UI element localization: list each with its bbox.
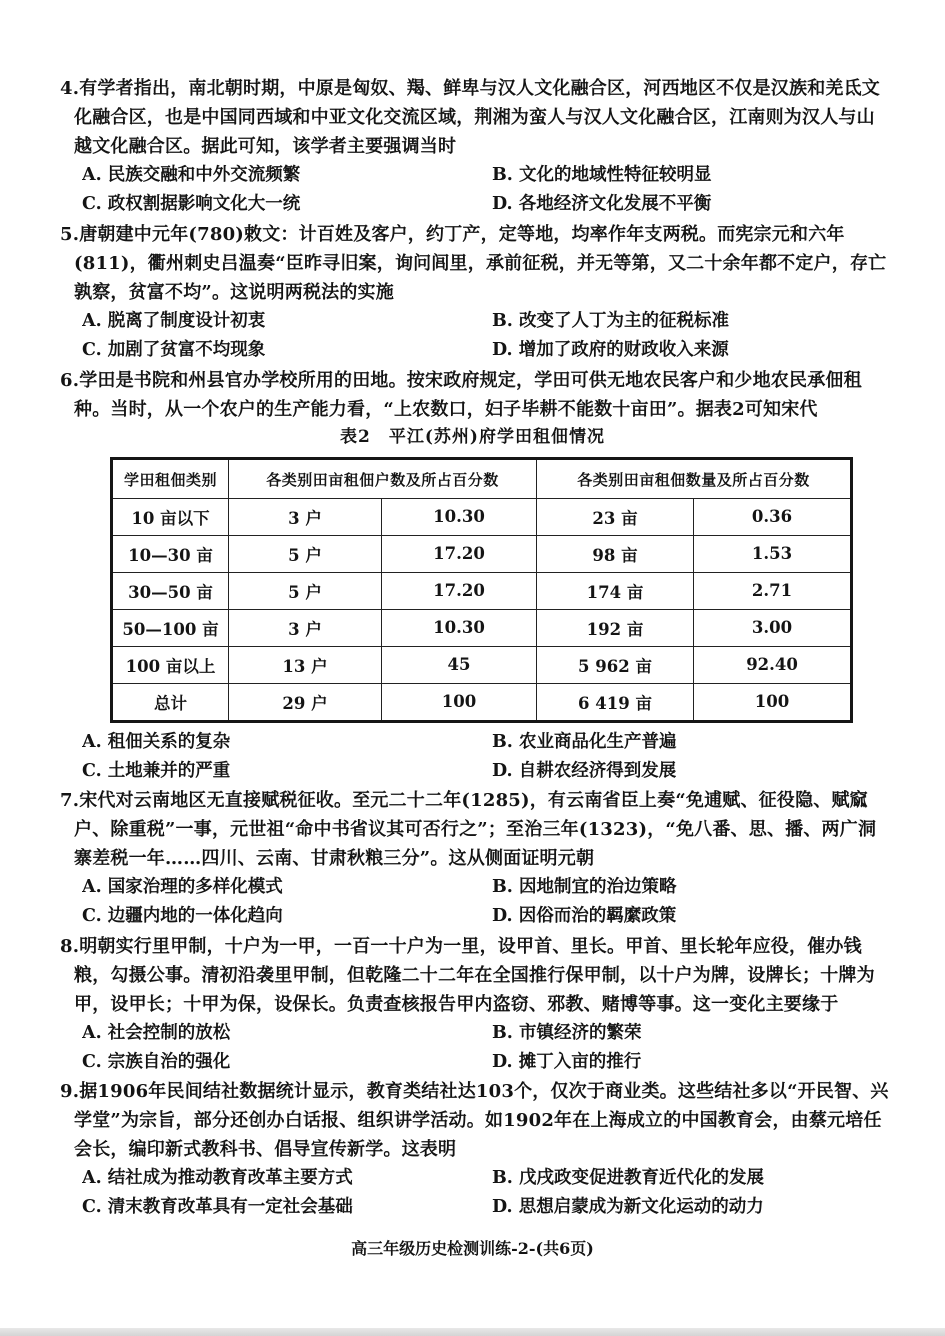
options xyxy=(82,1019,892,1077)
option-a[interactable]: A. 租佃关系的复杂 xyxy=(82,732,231,752)
scan-edge xyxy=(0,1328,945,1336)
table-row: 50—100 亩 3 户 10.30 192 亩 3.00 xyxy=(112,609,852,646)
question-5 xyxy=(60,220,892,365)
option-a[interactable]: A. 脱离了制度设计初衷 xyxy=(82,311,266,331)
question-stem: 学田是书院和州县官办学校所用的田地。按宋政府规定，学田可供无地农民客户和少地农民承佃租种。当时，从一个农户的生产能力看，“上农数口，妇子毕耕不能数十亩田”。据表2可知宋代 xyxy=(74,370,862,420)
options xyxy=(82,873,892,931)
header-acreage: 各类别田亩租佃数量及所占百分数 xyxy=(537,459,852,499)
option-c[interactable]: C. 边疆内地的一体化趋向 xyxy=(82,906,283,926)
option-c[interactable]: C. 加剧了贫富不均现象 xyxy=(82,340,266,360)
option-a[interactable]: A. 国家治理的多样化模式 xyxy=(82,877,283,897)
options xyxy=(82,161,892,219)
question-stem: 宋代对云南地区无直接赋税征收。至元二十二年(1285)，有云南省臣上奏“免逋赋、征役隐、赋窳户、除重税”一事，元世祖“命中书省议其可否行之”；至治三年(1323)，“免八番、思、播、两广洞寨差税一年……四川、云南、甘肃秋粮三分”。这从侧面证明元朝 xyxy=(74,790,877,869)
option-b[interactable]: B. 因地制宜的治边策略 xyxy=(492,877,677,897)
options xyxy=(82,1164,892,1222)
option-d[interactable]: D. 因俗而治的羁縻政策 xyxy=(492,906,677,926)
options xyxy=(82,307,892,365)
table-row: 100 亩以上 13 户 45 5 962 亩 92.40 xyxy=(112,646,852,683)
option-c[interactable]: C. 政权割据影响文化大一统 xyxy=(82,194,301,214)
table-row: 30—50 亩 5 户 17.20 174 亩 2.71 xyxy=(112,572,852,609)
option-b[interactable]: B. 戊戌政变促进教育近代化的发展 xyxy=(492,1168,764,1188)
option-b[interactable]: B. 文化的地域性特征较明显 xyxy=(492,165,712,185)
option-a[interactable]: A. 社会控制的放松 xyxy=(82,1023,231,1043)
table-caption: 表2 平江(苏州)府学田租佃情况 xyxy=(340,427,605,447)
option-d[interactable]: D. 各地经济文化发展不平衡 xyxy=(492,194,712,214)
option-b[interactable]: B. 改变了人丁为主的征税标准 xyxy=(492,311,729,331)
question-stem: 唐朝建中元年(780)敕文：计百姓及客户，约丁产，定等地，均率作年支两税。而宪宗元和六年(811)，衢州刺史吕温奏“臣昨寻旧案，询问闾里，承前征税，并无等第，又二十余年都不定户，存亡孰察，贫富不均”。这说明两税法的实施 xyxy=(74,224,887,303)
question-stem: 明朝实行里甲制，十户为一甲，一百一十户为一里，设甲首、里长。甲首、里长轮年应役，催办钱粮，勾摄公事。清初沿袭里甲制，但乾隆二十二年在全国推行保甲制，以十户为牌，设牌长；十牌为甲，设甲长；十甲为保，设保长。负责查核报告甲内盗窃、邪教、赌博等事。这一变化主要缘于 xyxy=(74,936,875,1015)
option-b[interactable]: B. 农业商品化生产普遍 xyxy=(492,732,677,752)
option-d[interactable]: D. 增加了政府的财政收入来源 xyxy=(492,340,729,360)
table-header-row xyxy=(112,459,852,499)
data-table xyxy=(110,457,853,723)
question-4 xyxy=(60,74,892,219)
option-d[interactable]: D. 自耕农经济得到发展 xyxy=(492,761,677,781)
question-number: 7. xyxy=(60,790,80,811)
option-a[interactable]: A. 结社成为推动教育改革主要方式 xyxy=(82,1168,353,1188)
question-8 xyxy=(60,932,892,1077)
header-households: 各类别田亩租佃户数及所占百分数 xyxy=(229,459,537,499)
question-stem: 有学者指出，南北朝时期，中原是匈奴、羯、鲜卑与汉人文化融合区，河西地区不仅是汉族和羌氐文化融合区，也是中国同西域和中亚文化交流区域，荆湘为蛮人与汉人文化融合区，江南则为汉人与山越文化融合区。据此可知，该学者主要强调当时 xyxy=(74,78,880,157)
option-a[interactable]: A. 民族交融和中外交流频繁 xyxy=(82,165,301,185)
option-c[interactable]: C. 宗族自治的强化 xyxy=(82,1052,231,1072)
question-9 xyxy=(60,1077,892,1222)
option-b[interactable]: B. 市镇经济的繁荣 xyxy=(492,1023,642,1043)
page-footer: 高三年级历史检测训练-2-(共6页) xyxy=(351,1239,594,1258)
options xyxy=(82,728,892,786)
question-number: 5. xyxy=(60,224,80,245)
option-c[interactable]: C. 土地兼并的严重 xyxy=(82,761,231,781)
option-d[interactable]: D. 思想启蒙成为新文化运动的动力 xyxy=(492,1197,764,1217)
option-c[interactable]: C. 清末教育改革具有一定社会基础 xyxy=(82,1197,353,1217)
question-stem: 据1906年民间结社数据统计显示，教育类结社达103个，仅次于商业类。这些结社多以“开民智、兴学堂”为宗旨，部分还创办白话报、组织讲学活动。如1902年在上海成立的中国教育会，由蔡元培任会长，编印新式教科书、倡导宣传新学。这表明 xyxy=(74,1081,889,1160)
question-number: 9. xyxy=(60,1081,80,1102)
table-row: 10—30 亩 5 户 17.20 98 亩 1.53 xyxy=(112,535,852,572)
option-d[interactable]: D. 摊丁入亩的推行 xyxy=(492,1052,642,1072)
header-category: 学田租佃类别 xyxy=(112,459,229,499)
question-7 xyxy=(60,786,892,931)
table-row-total: 总计 29 户 100 6 419 亩 100 xyxy=(112,683,852,721)
table-row: 10 亩以下 3 户 10.30 23 亩 0.36 xyxy=(112,499,852,536)
question-6-options xyxy=(60,728,892,786)
question-number: 6. xyxy=(60,370,80,391)
question-number: 4. xyxy=(60,78,80,99)
question-6 xyxy=(60,366,892,424)
question-number: 8. xyxy=(60,936,80,957)
